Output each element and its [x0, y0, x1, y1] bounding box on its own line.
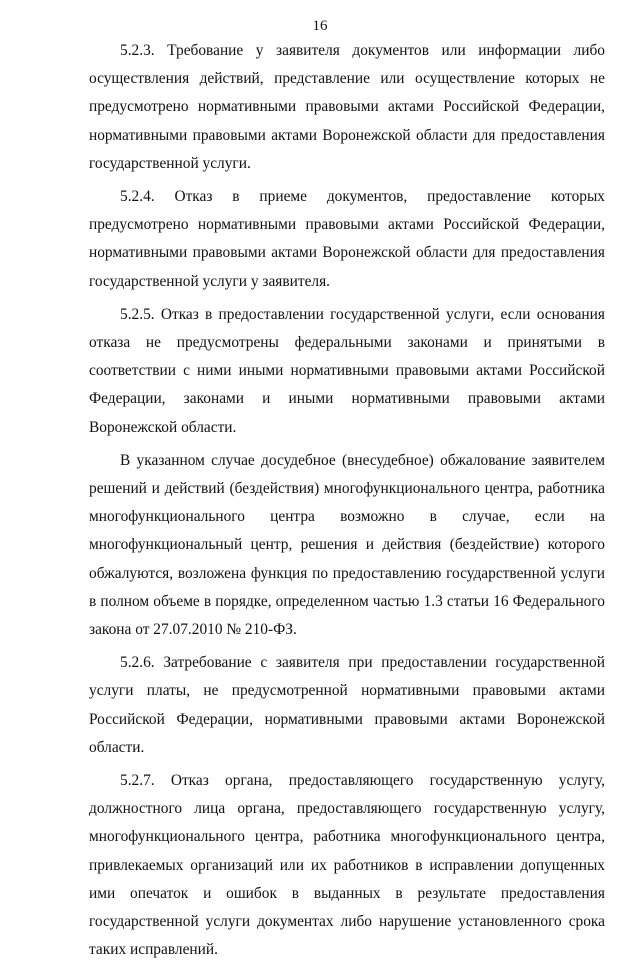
paragraph-5-2-4: 5.2.4. Отказ в приеме документов, предоставление которых предусмотрено нормативными правовыми актами Российской Федерации, нормативными правовыми актами Воронежской области для предоставления государственной услуги у заявителя.	[89, 188, 605, 290]
paragraph-5-2-5: 5.2.5. Отказ в предоставлении государственной услуги, если основания отказа не предусмотрены федеральными законами и принятыми в соответствии с ними иными нормативными правовыми актами Российской Федерации, законами и иными нормативными правовыми актами Воронежской области.	[89, 305, 605, 436]
page-number: 16	[312, 18, 328, 34]
paragraph-5-2-7: 5.2.7. Отказ органа, предоставляющего государственную услугу, должностного лица органа, предоставляющего государственную услугу, многофункционального центра, работника многофункционального центра, привлекаемых организаций или их работников в исправлении допущенных ими опечаток и ошибок в выданных в результате предоставления государственной услуги документах либо нарушение установленного срока таких исправлений.	[89, 772, 605, 959]
paragraph-5-2-6: 5.2.6. Затребование с заявителя при предоставлении государственной услуги платы, не предусмотренной нормативными правовыми актами Российской Федерации, нормативными правовыми актами Воронежской области.	[89, 654, 605, 756]
paragraph-5-2-5-note: В указанном случае досудебное (внесудебное) обжалование заявителем решений и действий (бездействия) многофункционального центра, работника многофункционального центра возможно в случае, если на многофункциональный центр, решения и действия (бездействие) которого обжалуются, возложена функция по предоставлению государственной услуги в полном объеме в порядке, определенном частью 1.3 статьи 16 Федерального закона от 27.07.2010 № 210-ФЗ.	[89, 451, 605, 639]
paragraph-5-2-3: 5.2.3. Требование у заявителя документов или информации либо осуществления действий, представление или осуществление которых не предусмотрено нормативными правовыми актами Российской Федерации, нормативными правовыми актами Воронежской области для предоставления государственной услуги.	[89, 42, 605, 172]
document-body	[89, 37, 605, 970]
